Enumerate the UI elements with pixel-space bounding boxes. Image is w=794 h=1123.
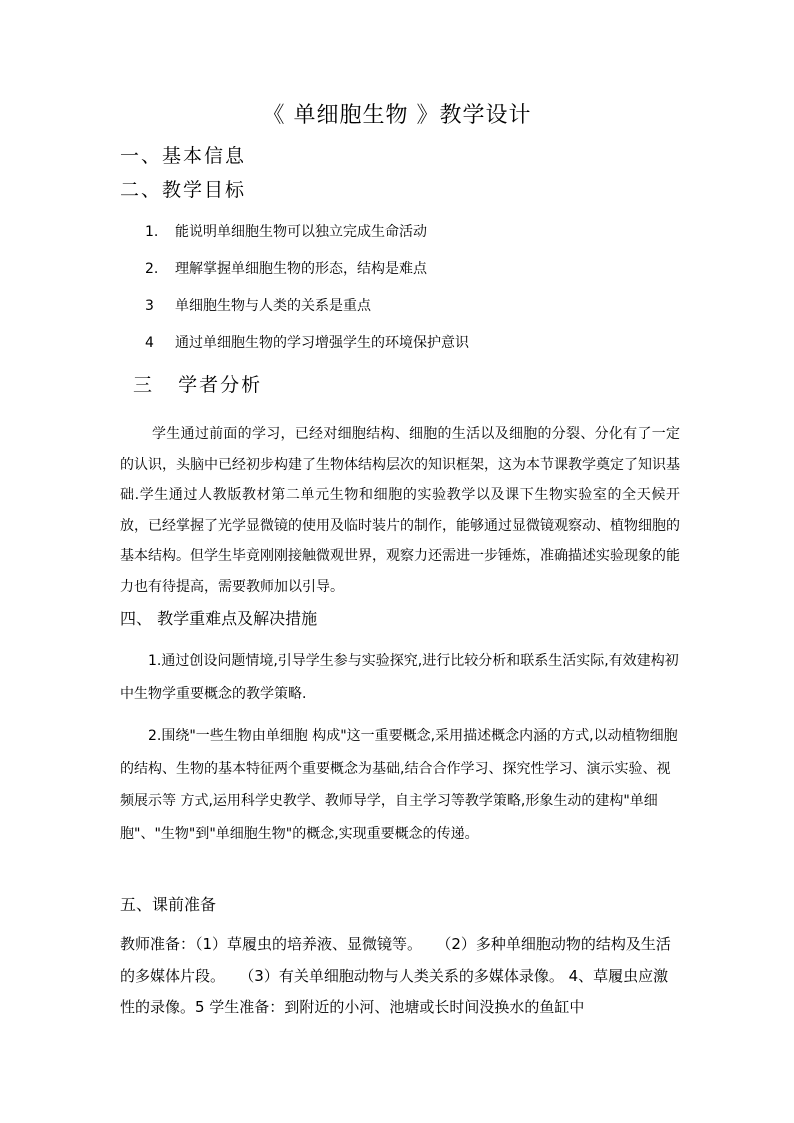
section-heading-objectives: 二、教学目标 xyxy=(120,179,247,201)
section-heading-basic-info: 一、基本信息 xyxy=(120,145,247,167)
section-heading-key-points: 四、 教学重难点及解决措施 xyxy=(120,609,318,628)
section-heading-learner-analysis: 三 学者分析 xyxy=(133,374,263,396)
learner-analysis-paragraph: 学生通过前面的学习，已经对细胞结构、细胞的生活以及细胞的分裂、分化有了一定的认识，头脑中已经初步构建了生物体结构层次的知识框架，这为本节课教学奠定了知识基础.学生通过人教版教材第二单元生物和细胞的实验教学以及课下生物实验室的全天候开放，已经掌握了光学显微镜的使用及临时装片的制作，能够通过显微镜观察动、植物细胞的基本结构。但学生毕竟刚刚接触微观世界，观察力还需进一步锤炼，准确描述实验现象的能力也有待提高，需要教师加以引导。 xyxy=(120,426,680,595)
section-heading-preparation: 五、课前准备 xyxy=(120,895,217,914)
objective-text: 单细胞生物与人类的关系是重点 xyxy=(175,298,371,314)
objective-number: 3 xyxy=(145,298,154,314)
objective-item xyxy=(145,332,469,352)
objective-text: 能说明单细胞生物可以独立完成生命活动 xyxy=(175,224,427,240)
objective-item xyxy=(145,295,371,315)
objective-number: 4 xyxy=(145,335,154,351)
measures-block xyxy=(120,645,680,851)
preparation-paragraph: 教师准备：（1）草履虫的培养液、显微镜等。 （2）多种单细胞动物的结构及生活的多媒体片段。 （3）有关单细胞动物与人类关系的多媒体录像。 4、草履虫应激性的录像。5 学生准备：到附近的小河、池塘或长时间没换水的鱼缸中 xyxy=(120,935,671,1016)
objective-number: 2. xyxy=(145,261,159,277)
measure-paragraph: 1.通过创设问题情境,引导学生参与实验探究,进行比较分析和联系生活实际,有效建构初中生物学重要概念的教学策略. xyxy=(120,653,679,702)
objective-text: 理解掌握单细胞生物的形态，结构是难点 xyxy=(175,261,427,277)
objective-text: 通过单细胞生物的学习增强学生的环境保护意识 xyxy=(175,335,469,351)
measure-paragraph: 2.围绕"一些生物由单细胞 构成"这一重要概念,采用描述概念内涵的方式,以动植物细胞的结构、生物的基本特征两个重要概念为基础,结合合作学习、探究性学习、演示实验、视频展示等 方式,运用科学史教学、教师导学，自主学习等教学策略,形象生动的建构"单细胞"、"生物"到"单细胞生物"的概念,实现重要概念的传递。 xyxy=(120,728,678,842)
page-title: 《 单细胞生物 》教学设计 xyxy=(262,103,532,128)
objective-number: 1. xyxy=(145,224,159,240)
objective-item xyxy=(145,258,427,278)
objective-item xyxy=(145,221,427,241)
